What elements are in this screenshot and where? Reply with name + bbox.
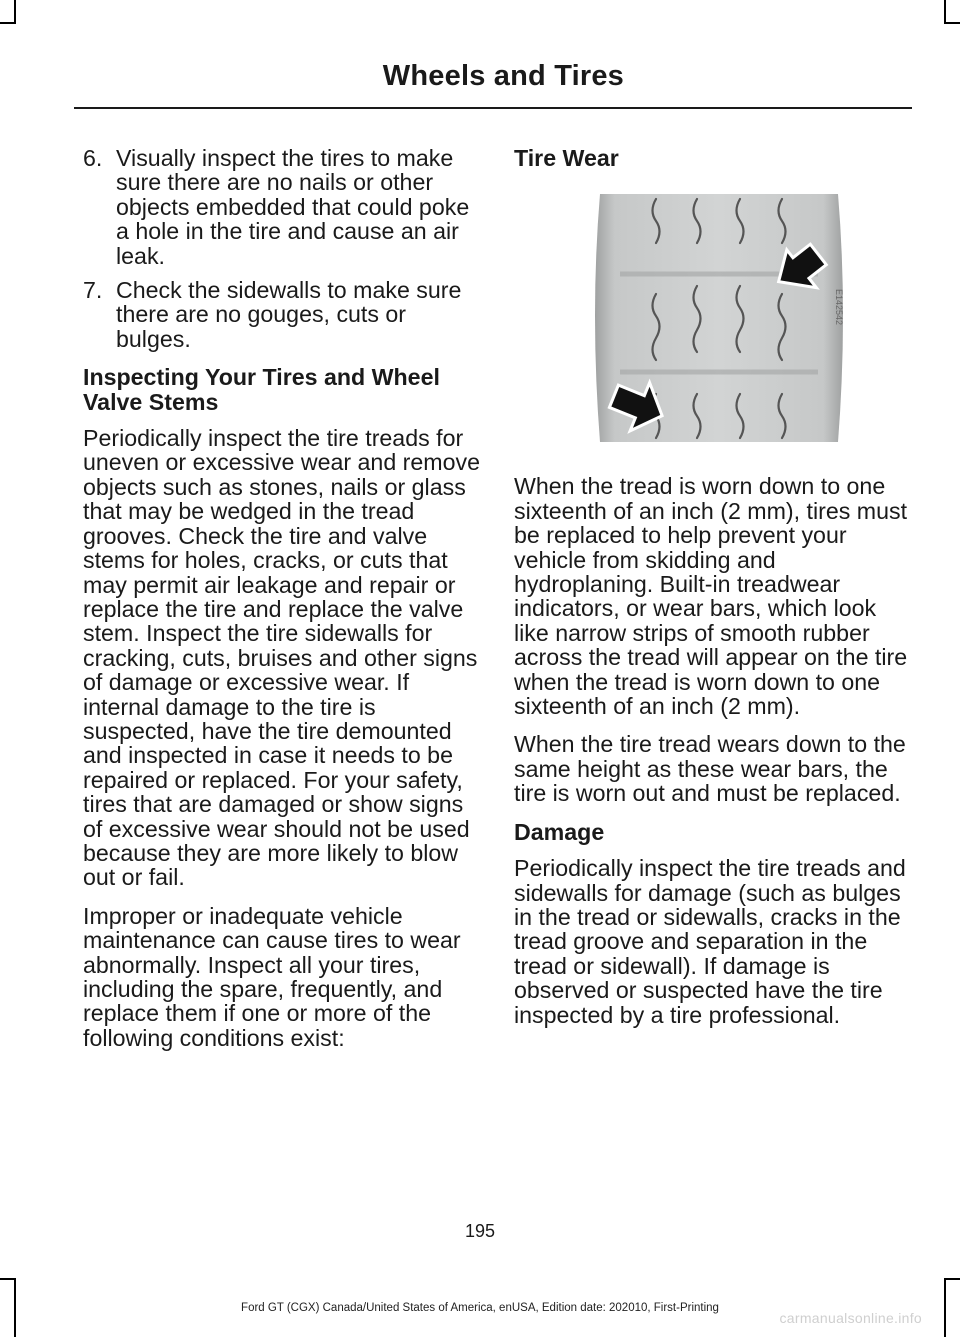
list-item xyxy=(83,278,481,351)
crop-mark xyxy=(0,22,16,24)
list-item xyxy=(83,146,481,268)
inspection-steps xyxy=(83,146,481,351)
edition-note: Ford GT (CGX) Canada/United States of America, enUSA, Edition date: 202010, First-Printing xyxy=(241,1302,719,1314)
figure-code: E142542 xyxy=(834,289,844,326)
paragraph: Periodically inspect the tire treads for uneven or excessive wear and remove objects such as stones, nails or glass that may be wedged in the tread grooves. Check the tire and valve stems for holes, cracks, or cuts that may permit air leakage and repair or replace the tire and replace the valve stem. Inspect the tire sidewalls for cracking, cuts, bruises and other signs of damage or excessive wear. If internal damage to the tire is suspected, have the tire demounted and inspected in case it needs to be repaired or replaced. For your safety, tires that are damaged or show signs of excessive wear should not be used because they are more likely to blow out or fail. xyxy=(83,425,480,891)
step-number: 7. xyxy=(83,277,103,304)
crop-mark xyxy=(14,0,16,22)
paragraph: When the tread is worn down to one sixteenth of an inch (2 mm), tires must be replaced to help prevent your vehicle from skidding and hydroplaning. Built-in treadwear indicators, or wear bars, which look like narrow strips of smooth rubber across the tread will appear on the tire when the tread is worn down to one sixteenth of an inch (2 mm). xyxy=(514,473,908,720)
paragraph: Improper or inadequate vehicle maintenance can cause tires to wear abnormally. Inspect all your tires, including the spare, frequently, and replace them if one or more of the following conditions exist: xyxy=(83,902,461,1051)
left-column xyxy=(83,146,481,1064)
right-column xyxy=(514,146,912,1041)
page-title: Wheels and Tires xyxy=(382,60,624,92)
tire-tread-figure xyxy=(590,194,848,442)
paragraph: When the tire tread wears down to the same height as these wear bars, the tire is worn out and must be replaced. xyxy=(514,731,906,807)
step-number: 6. xyxy=(83,145,103,171)
step-text: Visually inspect the tires to make sure there are no nails or other objects embedded that could poke a hole in the tire and cause an air leak. xyxy=(116,145,470,269)
crop-mark xyxy=(944,0,946,22)
header-divider xyxy=(74,107,912,109)
paragraph: Periodically inspect the tire treads and sidewalls for damage (such as bulges in the tread or sidewalls, cracks in the tread groove and separation in the tread or sidewall). If damage is observed or suspected have the tire inspected by a tire professional. xyxy=(514,855,906,1028)
crop-mark xyxy=(944,1278,960,1280)
tire-tread-wear-bar-icon xyxy=(590,194,848,442)
section-heading-inspecting: Inspecting Your Tires and Wheel Valve Stems xyxy=(83,364,440,415)
page-number: 195 xyxy=(464,1221,496,1241)
crop-mark xyxy=(944,22,960,24)
section-heading-tire-wear: Tire Wear xyxy=(514,145,619,171)
step-text: Check the sidewalls to make sure there are no gouges, cuts or bulges. xyxy=(116,277,462,352)
watermark[interactable]: carmanualsonline.info xyxy=(779,1310,922,1326)
section-heading-damage: Damage xyxy=(514,818,605,845)
crop-mark xyxy=(0,1278,16,1280)
